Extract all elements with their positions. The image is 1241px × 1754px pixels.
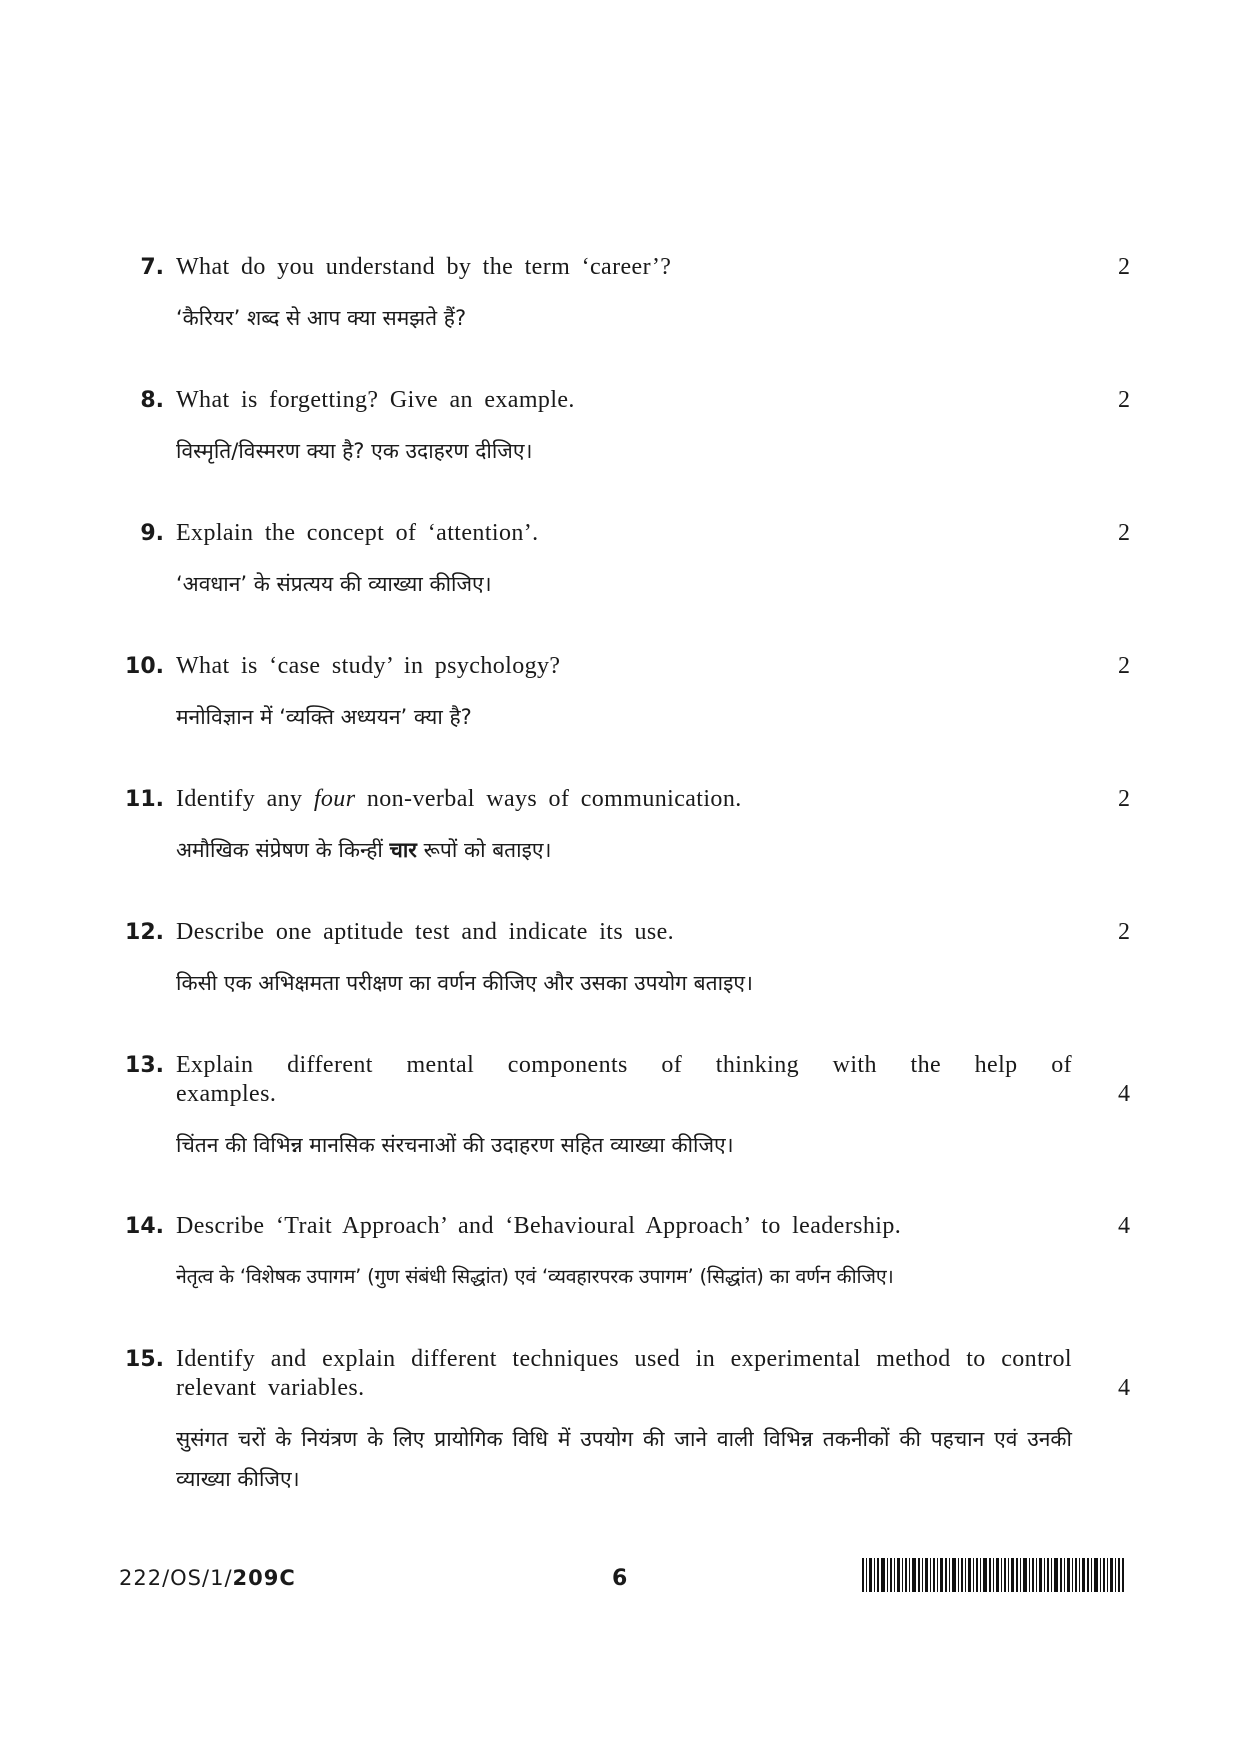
question-text-hindi: मनोविज्ञान में ‘व्यक्ति अध्ययन’ क्या है? <box>176 705 472 729</box>
question-text-english: Describe ‘Trait Approach’ and ‘Behavioural Approach’ to leadership. <box>176 1213 902 1239</box>
question-text-hindi: नेतृत्व के ‘विशेषक उपागम’ (गुण संबंधी सिद्धांत) एवं ‘व्यवहारपरक उपागम’ (सिद्धांत) का वर्णन कीजिए। <box>176 1265 894 1288</box>
question-text-part: अमौखिक संप्रेषण के किन्हीं <box>176 838 383 862</box>
question-text-hindi: चिंतन की विभिन्न मानसिक संरचनाओं की उदाहरण सहित व्याख्या कीजिए। <box>176 1133 734 1157</box>
marks: 4 <box>1118 1213 1130 1239</box>
question-number: 15. <box>125 1347 164 1372</box>
question-body <box>176 652 1072 737</box>
question-text-part: Identify any <box>176 786 303 812</box>
question-text-english <box>176 785 1072 814</box>
question-number: 7. <box>140 255 164 280</box>
marks: 2 <box>1118 786 1130 812</box>
question-text-hindi: ‘अवधान’ के संप्रत्यय की व्याख्या कीजिए। <box>176 572 492 596</box>
question-text-part: non-verbal ways of communication. <box>366 786 742 812</box>
paper-code-bold: 209C <box>232 1566 296 1590</box>
question-number: 9. <box>140 521 164 546</box>
question-text-hindi: ‘कैरियर’ शब्द से आप क्या समझते हैं? <box>176 306 467 330</box>
question-body <box>176 1051 1072 1165</box>
question-text-hindi: किसी एक अभिक्षमता परीक्षण का वर्णन कीजिए और उसका उपयोग बताइए। <box>176 971 753 995</box>
question-text-english: What is forgetting? Give an example. <box>176 387 575 413</box>
question-number: 14. <box>125 1214 164 1239</box>
question-number: 8. <box>140 388 164 413</box>
question-text-english: Describe one aptitude test and indicate its use. <box>176 919 675 945</box>
marks: 2 <box>1118 387 1130 413</box>
question-body <box>176 785 1072 870</box>
question-text-part: रूपों को बताइए। <box>423 838 552 862</box>
marks: 2 <box>1118 520 1130 546</box>
question-body <box>176 1212 1072 1297</box>
question-text-english: What is ‘case study’ in psychology? <box>176 653 561 679</box>
question-body <box>176 253 1072 338</box>
question-body <box>176 1345 1072 1499</box>
question-number: 12. <box>125 920 164 945</box>
marks: 2 <box>1118 653 1130 679</box>
question-body <box>176 918 1072 1003</box>
page-footer <box>0 1566 1241 1602</box>
marks: 4 <box>1118 1375 1130 1401</box>
marks: 4 <box>1118 1081 1130 1107</box>
emphasis-four: four <box>313 786 356 812</box>
question-text-english: Identify and explain different techniques used in experimental method to control relevant variables. <box>176 1346 1072 1401</box>
marks: 2 <box>1118 919 1130 945</box>
question-text-english: What do you understand by the term ‘career’? <box>176 254 672 280</box>
barcode-icon <box>862 1558 1124 1592</box>
paper-code-prefix: 222/OS/1/ <box>119 1566 233 1590</box>
emphasis-char: चार <box>389 838 417 862</box>
question-text-hindi: विस्मृति/विस्मरण क्या है? एक उदाहरण दीजिए। <box>176 439 533 463</box>
question-body <box>176 519 1072 604</box>
question-number: 10. <box>125 654 164 679</box>
question-number: 11. <box>125 787 164 812</box>
marks: 2 <box>1118 254 1130 280</box>
page-number: 6 <box>612 1566 628 1591</box>
question-text-english: Explain the concept of ‘attention’. <box>176 520 539 546</box>
question-number: 13. <box>125 1053 164 1078</box>
question-text-english: Explain different mental components of thinking with the help of examples. <box>176 1052 1072 1107</box>
question-text-hindi: सुसंगत चरों के नियंत्रण के लिए प्रायोगिक विधि में उपयोग की जाने वाली विभिन्न तकनीकों की पहचान एवं उनकी व्याख्या कीजिए। <box>176 1427 1072 1491</box>
question-body <box>176 386 1072 471</box>
question-text-hindi <box>176 830 1072 870</box>
paper-code <box>119 1566 296 1590</box>
